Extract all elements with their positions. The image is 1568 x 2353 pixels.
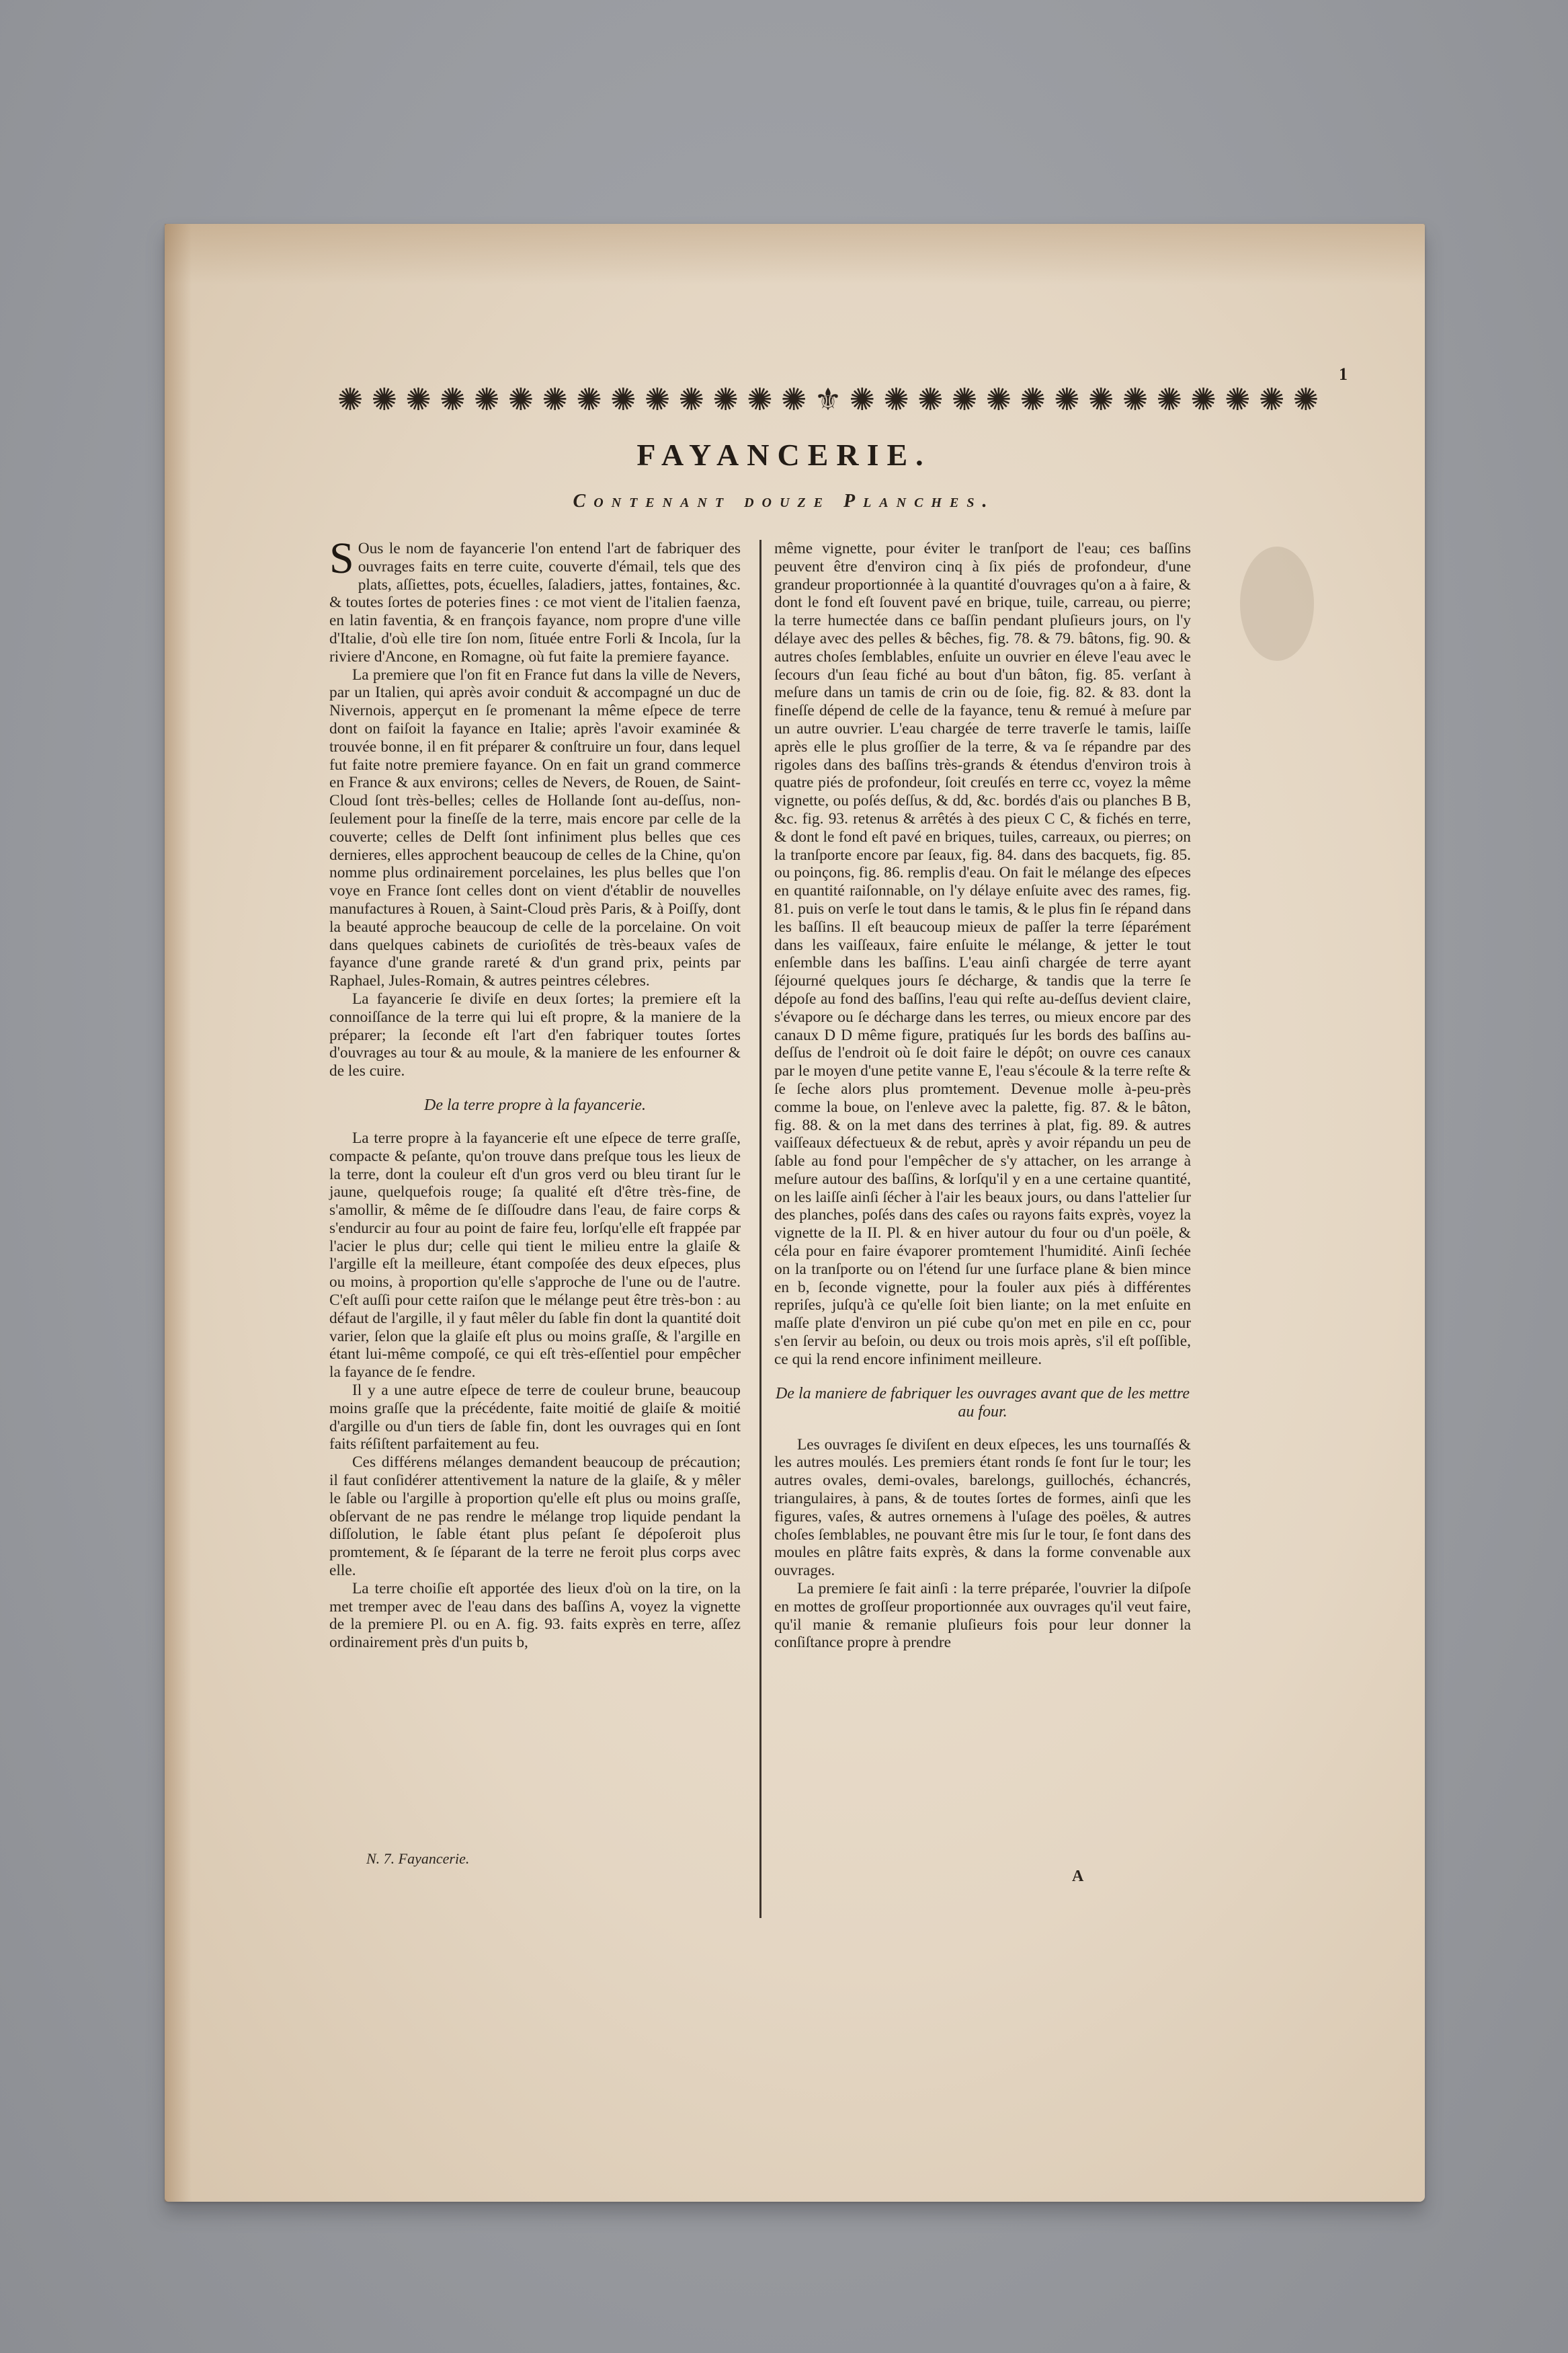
rosette-icon: ✺ [1292, 383, 1319, 417]
rosette-icon: ✺ [678, 383, 705, 417]
rosette-icon: ✺ [1054, 383, 1080, 417]
paragraph: même vignette, pour éviter le tranſport de l'eau; ces baſſins peuvent être d'environ cinq à ſix piés de profondeur, d'une grandeur proportionnée à la quantité d'ouvrages qu'on a à faire, & dont le fond eſt ſouvent pavé en brique, tuile, carreau, ou pierre; la terre humectée dans ce baſſin pendant pluſieurs jours, on l'y délaye avec des pelles & bêches, fig. 78. & 79. bâtons, fig. 90. & autres choſes ſemblables, enſuite un ouvrier en éleve l'eau avec le ſecours d'un ſeau fiché au bout d'un bâton, fig. 85. verſant à meſure dans un tamis de crin ou de ſoie, fig. 82. & 83. dont la fineſſe dépend de celle de la fayance, tenu & remué à meſure par un autre ouvrier. L'eau chargée de terre traverſe le tamis, laiſſe après elle le plus groſſier de la terre, & va ſe répandre par des rigoles dans des baſſins très-grands & étendus d'environ trois à quatre piés de profondeur, ſoit creuſés en terre cc, voyez la même vignette, ou poſés deſſus, & dd, &c. bordés d'ais ou planches B B, &c. fig. 93. retenus & arrêtés à des pieux C C, & fichés en terre, & dont le fond eſt pavé en briques, tuiles, carreaux, ou pierres; on la tranſporte encore par ſeaux, fig. 84. dans des bacquets, fig. 85. ou poinçons, fig. 86. remplis d'eau. On fait le mélange des eſpeces en quantité raiſonnable, on l'y délaye enſuite avec des rames, fig. 81. puis on verſe le tout dans le tamis, & le plus fin ſe répand dans les baſſins. Il eſt beaucoup mieux de paſſer la terre ſéparément dans les vaiſſeaux, faire enſuite le mélange, & jetter le tout enſemble dans les baſſins. L'eau ainſi chargée de terre ayant ſéjourné quelques jours ſe décharge, & tandis que la terre ſe dépoſe au fond des baſſins, l'eau qui reſte au-deſſus devient claire, s'évapore ou ſe décharge dans les terres, ou mieux encore par des canaux D D même figure, pratiqués ſur les bords des baſſins au-deſſus de l'endroit où ſe doit faire le dépôt; on ouvre ces canaux par le moyen d'une petite vanne E, l'eau s'écoule & la terre reſte & ſe ſeche alors plus promtement. Devenue molle à-peu-près comme la boue, on l'enleve avec la palette, fig. 87. & le bâton, fig. 88. & on la met dans des terrines à plat, fig. 89. & autres vaiſſeaux défectueux & de rebut, après y avoir répandu un peu de ſable au fond pour l'empêcher de s'y attacher, on les arrange à meſure autour des baſſins, & lorſqu'il y en a une certaine quantité, on les laiſſe ainſi ſécher à l'air les beaux jours, ou dans l'attelier ſur des planches, poſés dans des caſes ou rayons faits exprès, voyez la vignette de la II. Pl. & en hiver autour du four ou d'un poële, & céla pour en faire évaporer promtement l'humidité. Ainſi ſechée on la tranſporte ou on l'étend ſur une ſurface plane & bien mince en b, ſeconde vignette, pour la fouler aux piés à différentes repriſes, juſqu'à ce qu'elle ſoit bien liante; on la met enſuite en maſſe plate d'environ un pié cube qu'on met en pile en cc, pour s'en ſervir au beſoin, ou deux ou trois mois après, s'il eſt poſſible, ce qui la rend encore infiniment meilleure. [774, 540, 1191, 1368]
paper-edge-shading [165, 224, 1425, 284]
paper-edge-shading [165, 224, 192, 2202]
rosette-icon: ✺ [473, 383, 500, 417]
rosette-icon: ✺ [371, 383, 398, 417]
rosette-icon: ✺ [1020, 383, 1046, 417]
page-title: FAYANCERIE. [636, 438, 932, 472]
rosette-icon: ✺ [883, 383, 909, 417]
page-number: 1 [1339, 364, 1348, 384]
rosette-icon: ✺ [1156, 383, 1183, 417]
rosette-icon: ✺ [1225, 383, 1251, 417]
rosette-icon: ✺ [1190, 383, 1216, 417]
right-column [774, 540, 1191, 1652]
rosette-icon: ✺ [917, 383, 944, 417]
drop-cap: S [329, 534, 354, 583]
ornament-band [334, 383, 1322, 417]
rosette-icon: ✺ [576, 383, 602, 417]
signature-mark: A [1072, 1868, 1084, 1885]
fleur-de-lis-icon: ⚜ [814, 383, 842, 417]
section-heading: De la terre propre à la fayancerie. [424, 1096, 646, 1114]
paragraph: La terre propre à la fayancerie eſt une eſpece de terre graſſe, compacte & peſante, qu'on trouve dans preſque tous les lieux de la terre, dont la couleur eſt d'un gros verd ou bleu tirant ſur le jaune, quelquefois rouge; ſa qualité eſt d'être très-fine, de s'amollir, & même de ſe diſſoudre dans l'eau, de faire corps & s'endurcir au four au point de faire feu, lorſqu'elle eſt frappée par l'acier le plus dur; celle qui tient le milieu entre la glaiſe & l'argille eſt la meilleure, étant compoſée des deux eſpeces, plus ou moins, à proportion qu'elle s'approche de l'une ou de l'autre. C'eſt auſſi pour cette raiſon que le mélange peut être très-bon : au défaut de l'argille, il y faut mêler du ſable fin dont la quantité doit varier, ſelon que la glaiſe eſt plus ou moins graſſe, & l'argille en étant lui-même compoſé, ce qui eſt très-eſſentiel pour empêcher la fayance de ſe fendre. [329, 1129, 741, 1382]
paragraph: La fayancerie ſe diviſe en deux ſortes; la premiere eſt la connoiſſance de la terre qui lui eſt propre, & la maniere de la préparer; la ſeconde eſt l'art d'en fabriquer toutes ſortes d'ouvrages au tour & au moule, & la maniere de les enfourner & de les cuire. [329, 990, 741, 1080]
foxing-stain [1240, 547, 1314, 661]
rosette-icon: ✺ [337, 383, 364, 417]
page-subtitle: Contenant douze Planches. [573, 491, 995, 512]
left-column [329, 534, 741, 1652]
paragraph: Ces différens mélanges demandent beaucoup de précaution; il faut conſidérer attentivement la nature de la glaiſe, & y mêler le ſable ou l'argille à proportion qu'elle eſt plus ou moins graſſe, obſervant de ne pas rendre le mélange trop liquide pendant la diſſolution, le ſable étant plus peſant ſe dépoſeroit plus promtement, & ſe ſéparant de la terre ne feroit plus corps avec elle. [329, 1453, 741, 1580]
rosette-icon: ✺ [440, 383, 466, 417]
rosette-icon: ✺ [1258, 383, 1285, 417]
rosette-icon: ✺ [780, 383, 807, 417]
rosette-icon: ✺ [712, 383, 739, 417]
paragraph: La premiere que l'on fit en France fut dans la ville de Nevers, par un Italien, qui après avoir conduit & accompagné un duc de Nivernois, apperçut en ſe promenant la même eſpece de terre dont on faiſoit la fayance en Italie; après l'avoir examinée & trouvée bonne, il en fit préparer & conſtruire un four, dans lequel fut faite notre premiere fayance. On en fait un grand commerce en France & aux environs; celles de Nevers, de Rouen, de Saint-Cloud ſont très-belles; celles de Hollande ſont au-deſſus, non-ſeulement pour la fineſſe de la terre, mais encore par celle de la couverte; celles de Delft ſont infiniment plus belles que ces dernieres, elles approchent beaucoup de celles de la Chine, qu'on nomme plus ordinairement porcelaines, les plus belles que l'on voye en France ſont celles dont on vient d'établir de nouvelles manufactures à Rouen, à Saint-Cloud près Paris, & à Poiſſy, dont la beauté approche beaucoup de celle de la porcelaine. On voit dans quelques cabinets de curioſités de très-beaux vaſes de fayance d'une grande rareté & d'un grand prix, peints par Raphael, Jules-Romain, & autres peintres célebres. [329, 666, 741, 990]
volume-footer: N. 7. Fayancerie. [366, 1850, 470, 1867]
column-rule [759, 540, 761, 1918]
rosette-icon: ✺ [405, 383, 431, 417]
paragraph: S Ous le nom de fayancerie l'on entend l'art de fabriquer des ouvrages faits en terre cuite, couverte d'émail, tels que des plats, aſſiettes, pots, écuelles, ſaladiers, jattes, fontaines, &c. & toutes ſortes de poteries fines : ce mot vient de l'italien faenza, en latin faventia, & en françois fayance, nom propre d'une ville d'Italie, d'où elle tire ſon nom, ſituée entre Forli & Incola, ſur la riviere d'Ancone, en Romagne, où fut faite la premiere fayance. [329, 534, 741, 666]
rosette-icon: ✺ [849, 383, 875, 417]
section-heading: De la maniere de fabriquer les ouvrages avant que de les mettre au four. [775, 1384, 1190, 1421]
rosette-icon: ✺ [610, 383, 636, 417]
paragraph: Il y a une autre eſpece de terre de couleur brune, beaucoup moins graſſe que la précédente, faite moitié de glaiſe & moitié d'argille ou d'un tiers de ſable fin, dont les ouvrages qui en ſont faits réſiſtent parfaitement au feu. [329, 1382, 741, 1453]
paragraph: Les ouvrages ſe diviſent en deux eſpeces, les uns tournaſſés & les autres moulés. Les premiers étant ronds ſe font ſur le tour; les autres ovales, demi-ovales, barelongs, guillochés, échancrés, triangulaires, à pans, & de toutes ſortes de formes, ainſi que les figures, vaſes, & autres ornemens à l'uſage des poëles, & autres choſes ſemblables, ne pouvant être mis ſur le tour, ſe font dans des moules en plâtre faits exprès, & dans la forme convenable aux ouvrages. [774, 1435, 1191, 1580]
paragraph: La terre choiſie eſt apportée des lieux d'où on la tire, on la met tremper avec de l'eau dans des baſſins A, voyez la vignette de la premiere Pl. ou en A. fig. 93. faits exprès en terre, aſſez ordinairement près d'un puits b, [329, 1579, 741, 1652]
rosette-icon: ✺ [644, 383, 671, 417]
rosette-icon: ✺ [1087, 383, 1114, 417]
rosette-icon: ✺ [1122, 383, 1149, 417]
rosette-icon: ✺ [747, 383, 773, 417]
rosette-icon: ✺ [542, 383, 568, 417]
rosette-icon: ✺ [507, 383, 534, 417]
paragraph: La premiere ſe fait ainſi : la terre préparée, l'ouvrier la diſpoſe en mottes de groſſeur proportionnée aux ouvrages qu'il veut faire, qu'il manie & remanie pluſieurs fois pour leur donner la conſiſtance propre à prendre [774, 1580, 1191, 1652]
rosette-icon: ✺ [951, 383, 978, 417]
rosette-icon: ✺ [985, 383, 1012, 417]
